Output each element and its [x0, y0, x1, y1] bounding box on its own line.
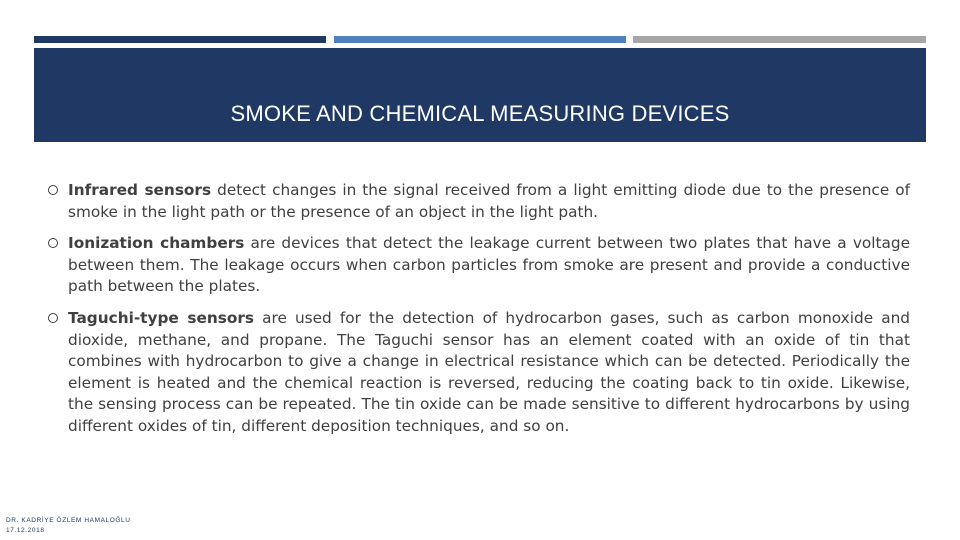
bullet-text: are devices that detect the leakage current between two plates that have a voltage between them. The leakage occurs when carbon particles from smoke are present and provide a conductive path between the plates. — [68, 234, 910, 296]
bullet-term: Taguchi-type sensors — [68, 308, 254, 327]
bullet-text: are used for the detection of hydrocarbon gases, such as carbon monoxide and dioxide, methane, and propane. The Taguchi sensor has an element coated with an oxide of tin that combines with hydrocarbon to give a change in electrical resistance which can be detected. Periodically the element is heated and the chemical reaction is reversed, reducing the coating back to tin oxide. Likewise, the sensing process can be repeated. The tin oxide can be made sensitive to different hydrocarbons by using different oxides of tin, different deposition techniques, and so on. — [68, 308, 910, 435]
title-banner — [34, 48, 926, 142]
footer-author: DR. KADRİYE ÖZLEM HAMALOĞLU — [6, 517, 131, 524]
bullet-text: detect changes in the signal received from a light emitting diode due to the presence of smoke in the light path or the presence of an object in the light path. — [68, 181, 910, 221]
circle-bullet-icon — [48, 313, 58, 323]
accent-bar-gray — [633, 36, 926, 43]
circle-bullet-icon — [48, 238, 58, 248]
bullet-item — [46, 180, 910, 223]
bullet-term: Ionization chambers — [68, 234, 245, 253]
footer-date: 17.12.2018 — [6, 527, 45, 534]
slide-title: SMOKE AND CHEMICAL MEASURING DEVICES — [230, 101, 730, 126]
accent-bar-dark — [34, 36, 326, 43]
accent-bar-blue — [334, 36, 626, 43]
bullet-item — [46, 233, 910, 298]
bullet-term: Infrared sensors — [68, 181, 212, 199]
circle-bullet-icon — [48, 185, 58, 195]
footer — [6, 516, 131, 536]
bullet-item — [46, 308, 910, 438]
bullet-list — [46, 180, 910, 448]
